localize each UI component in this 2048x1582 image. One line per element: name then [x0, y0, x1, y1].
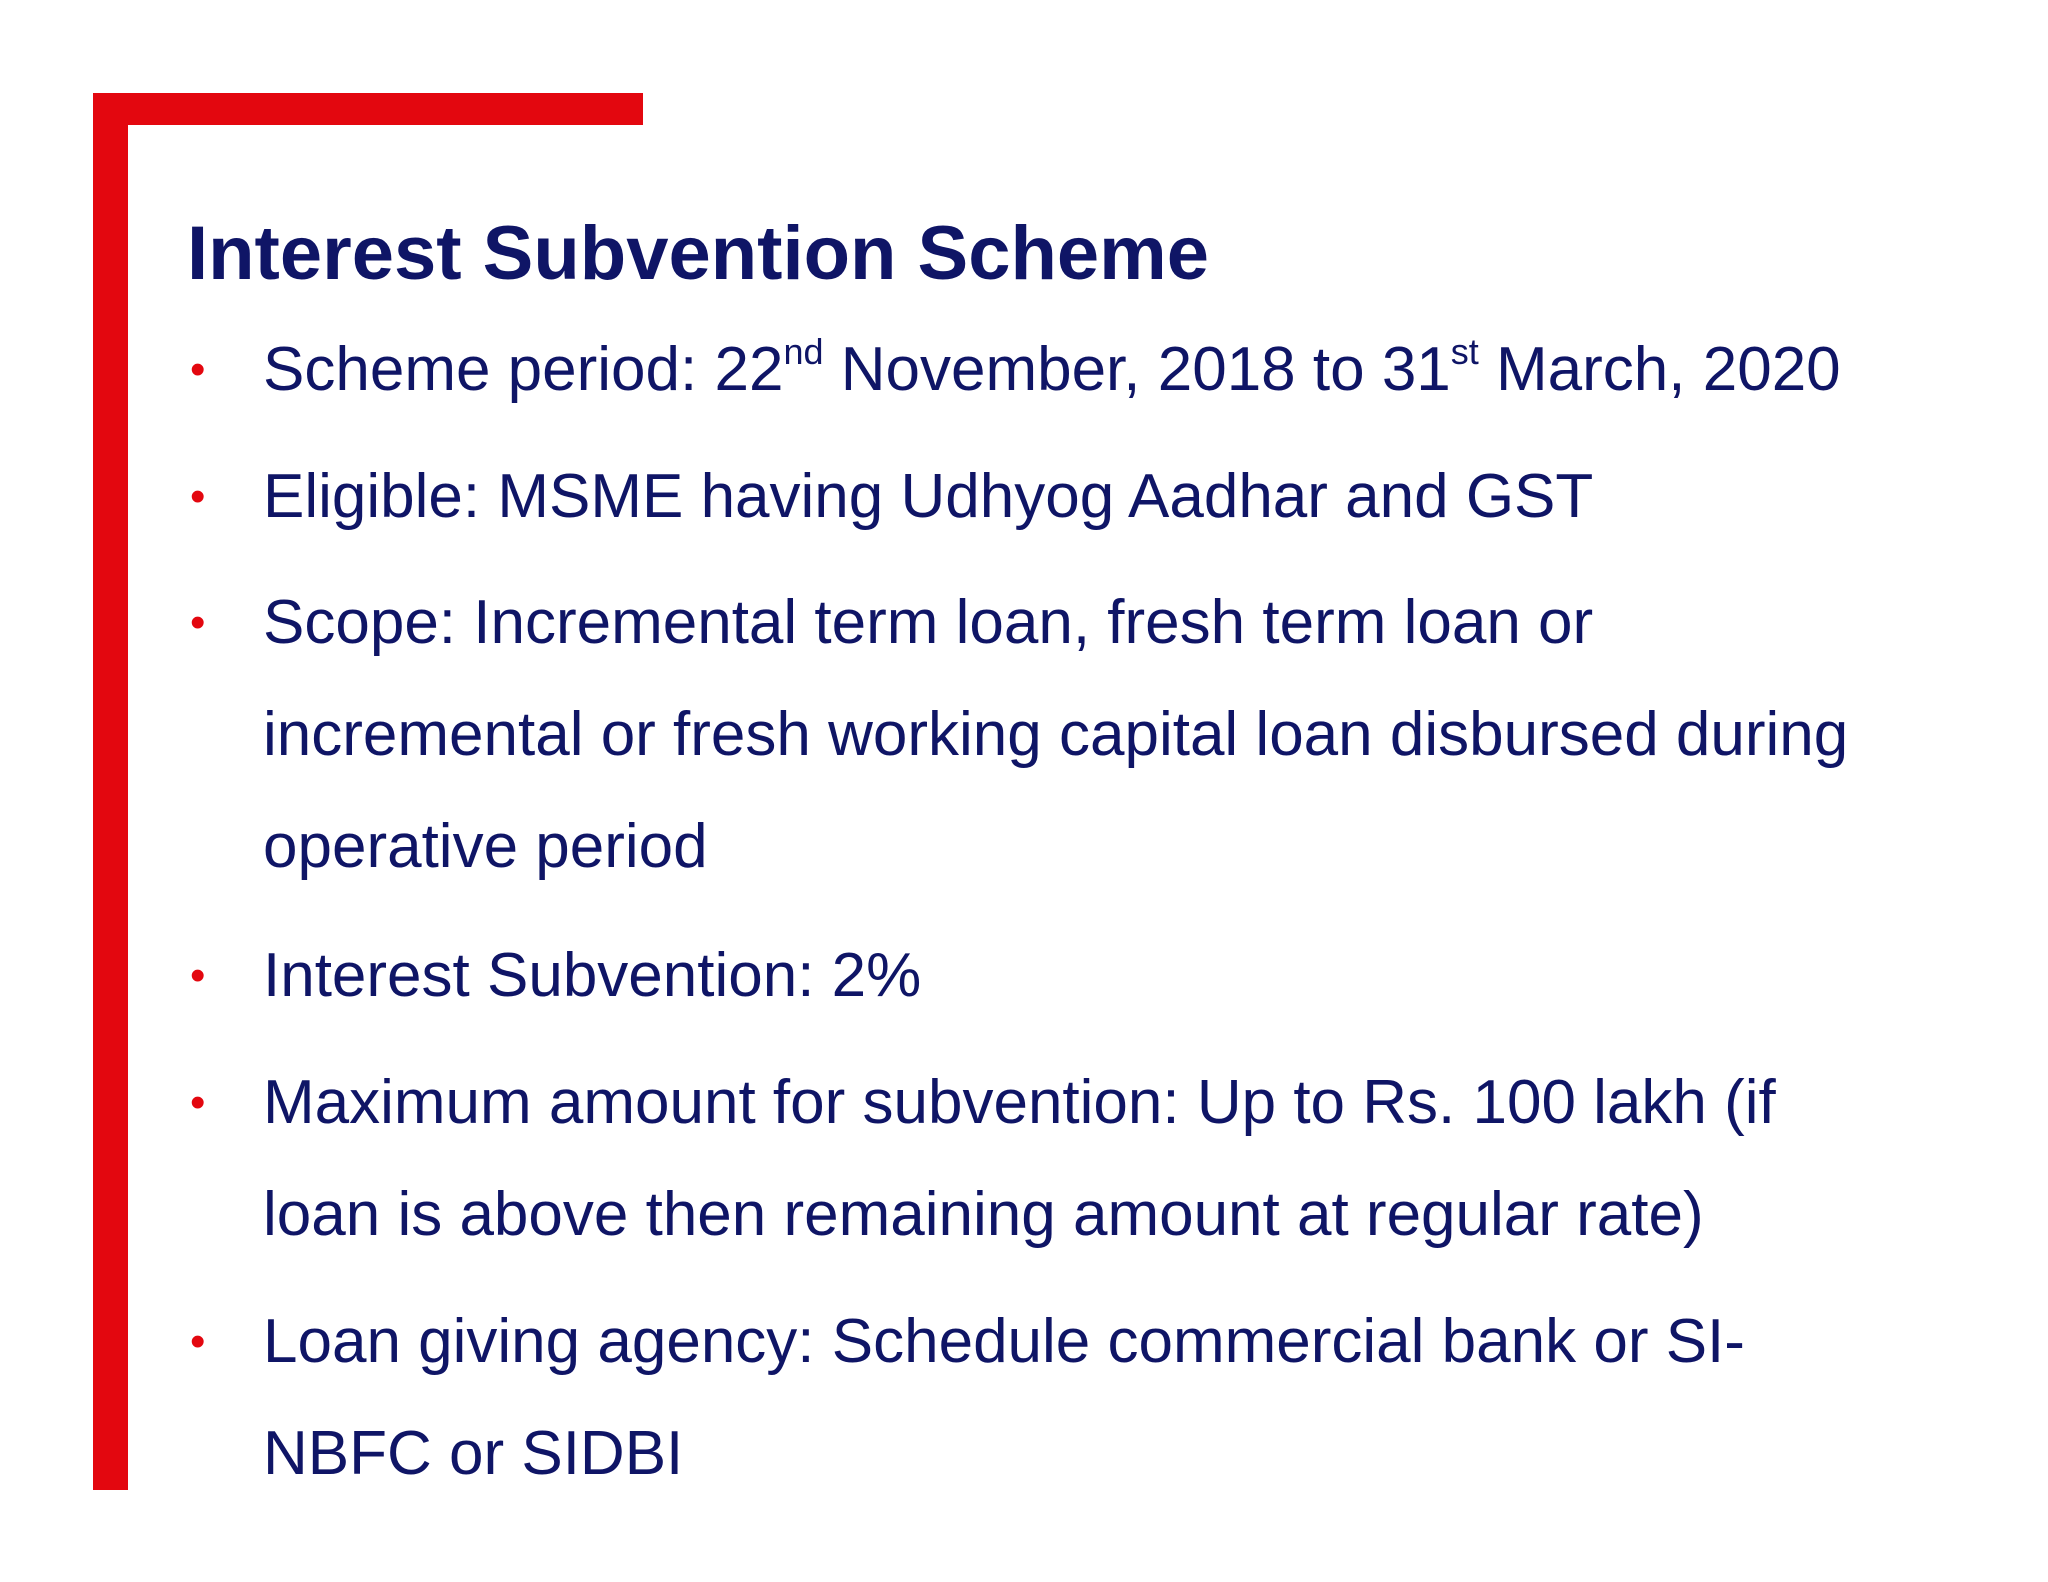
bullet-line — [263, 314, 1890, 426]
bullet-text — [263, 920, 1890, 1032]
ordinal-suffix: st — [1450, 331, 1479, 373]
bullet-line: Loan giving agency: Schedule commercial bank or SI- — [263, 1307, 1745, 1376]
bullet-icon: • — [190, 1317, 206, 1366]
bullet-icon: • — [190, 1078, 206, 1127]
bullet-icon: • — [190, 472, 206, 521]
bullet-text — [263, 1286, 1890, 1510]
bullet-text — [263, 567, 1890, 903]
bullet-line: loan is above then remaining amount at regular rate) — [263, 1180, 1704, 1249]
slide-title: Interest Subvention Scheme — [187, 211, 1210, 296]
bullet-text — [263, 441, 1890, 553]
ordinal-suffix: nd — [783, 331, 824, 373]
text-part: November, 2018 to 31 — [823, 335, 1451, 404]
bullet-line: operative period — [263, 812, 708, 881]
bullet-line: Scope: Incremental term loan, fresh term loan or — [263, 588, 1594, 657]
bullet-text — [263, 314, 1890, 426]
bullet-line: incremental or fresh working capital loan disbursed during — [263, 700, 1849, 769]
bullet-line: Interest Subvention: 2% — [263, 941, 922, 1010]
bullet-icon: • — [190, 345, 206, 394]
text-part: Scheme period: 22 — [263, 335, 784, 404]
bullet-line: Maximum amount for subvention: Up to Rs. 100 lakh (if — [263, 1068, 1776, 1137]
bullet-text — [263, 1047, 1890, 1271]
bullet-line: Eligible: MSME having Udhyog Aadhar and GST — [263, 462, 1594, 531]
bullet-icon: • — [190, 951, 206, 1000]
text-part: March, 2020 — [1478, 335, 1841, 404]
bullet-icon: • — [190, 598, 206, 647]
bullet-line: NBFC or SIDBI — [263, 1419, 684, 1488]
